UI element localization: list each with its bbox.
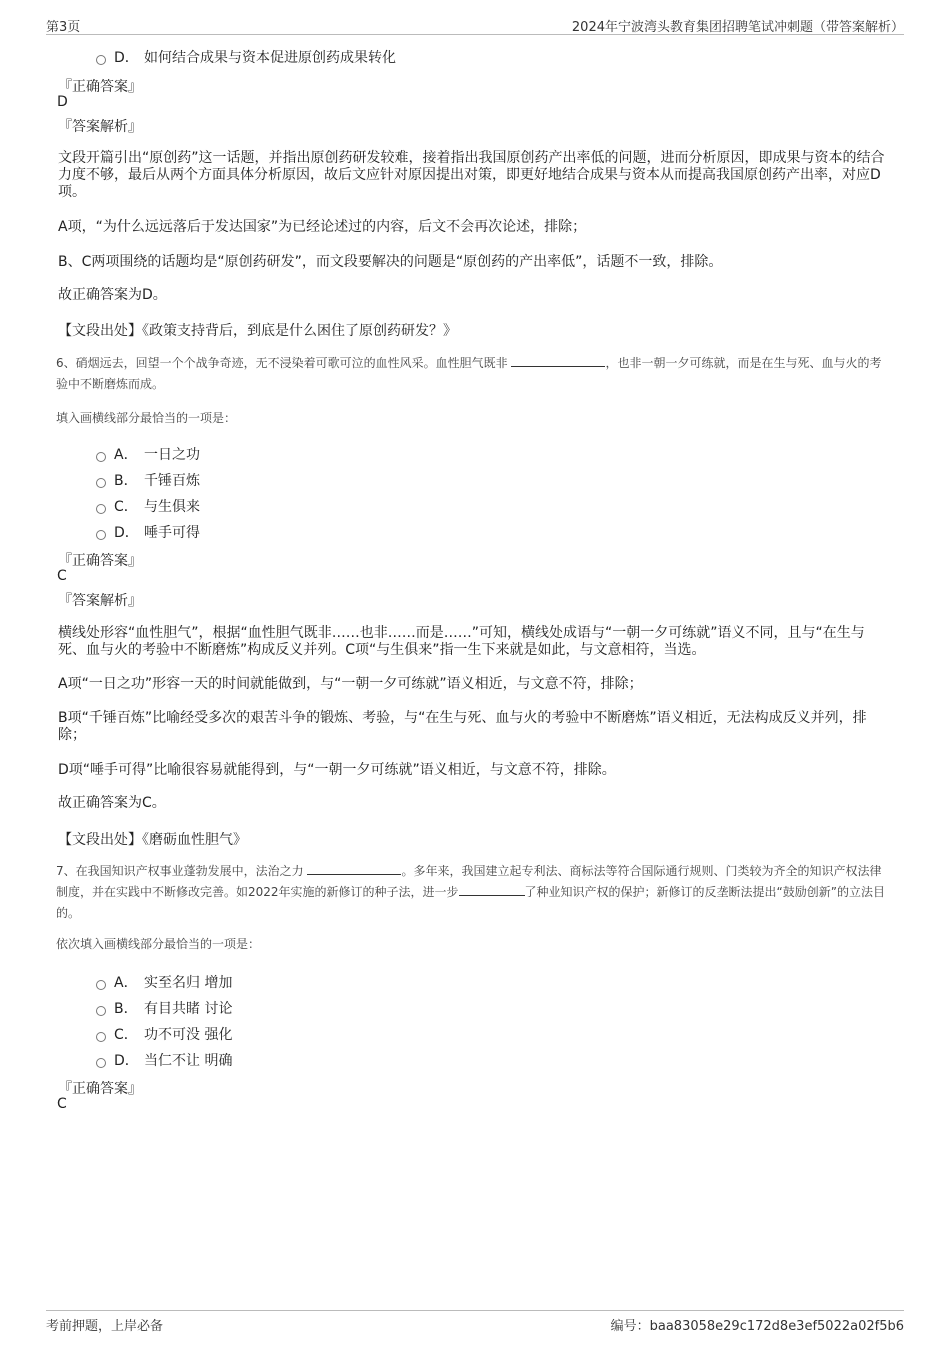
q6-analysis-p4: D项“唾手可得”比喻很容易就能得到，与“一朝一夕可练就”语义相近，与文意不符，排除。 bbox=[58, 762, 616, 778]
q5-answer-label: 『正确答案』 bbox=[58, 79, 142, 95]
q7-option-d[interactable]: D． 当仁不让 明确 bbox=[96, 1050, 232, 1070]
q7-blank-1 bbox=[307, 862, 401, 875]
q6-analysis-p2: A项“一日之功”形容一天的时间就能做到，与“一朝一夕可练就”语义相近，与文意不符，排除； bbox=[58, 676, 643, 692]
radio-icon[interactable] bbox=[96, 1058, 106, 1068]
q7-answer: C bbox=[57, 1096, 67, 1112]
q6-option-a[interactable]: A． 一日之功 bbox=[96, 444, 200, 464]
q7-prompt: 依次填入画横线部分最恰当的一项是： bbox=[56, 937, 261, 951]
q6-option-b[interactable]: B． 千锤百炼 bbox=[96, 470, 200, 490]
q6-blank bbox=[511, 354, 605, 367]
radio-icon[interactable] bbox=[96, 504, 106, 514]
q6-analysis-label: 『答案解析』 bbox=[58, 593, 142, 609]
q6-analysis-p1: 横线处形容“血性胆气”，根据“血性胆气既非……也非……而是……”可知，横线处成语与“一朝一夕可练就”语义不同，且与“在生与死、血与火的考验中不断磨炼”构成反义并列。C项“与生俱来”指一生下来就是如此，与文意相符，当选。 bbox=[58, 625, 865, 658]
q6-answer: C bbox=[57, 568, 67, 584]
q5-source: 【文段出处】《政策支持背后，到底是什么困住了原创药研发？》 bbox=[58, 323, 457, 339]
q7-option-a[interactable]: A． 实至名归 增加 bbox=[96, 972, 232, 992]
q7-option-b[interactable]: B． 有目共睹 讨论 bbox=[96, 998, 232, 1018]
q6-analysis-p5: 故正确答案为C。 bbox=[58, 795, 166, 811]
q6-prompt: 填入画横线部分最恰当的一项是： bbox=[56, 411, 237, 425]
q6-source: 【文段出处】《磨砺血性胆气》 bbox=[58, 832, 247, 848]
q5-analysis-p4: 故正确答案为D。 bbox=[58, 287, 167, 303]
document-id: 编号：baa83058e29c172d8e3ef5022a02f5b6 bbox=[610, 1319, 904, 1334]
q6-analysis-p3: B项“千锤百炼”比喻经受多次的艰苦斗争的锻炼、考验，与“在生与死、血与火的考验中不断磨炼”语义相近，无法构成反义并列，排除； bbox=[58, 710, 867, 743]
page-header bbox=[46, 14, 904, 35]
radio-icon[interactable] bbox=[96, 1032, 106, 1042]
radio-icon[interactable] bbox=[96, 530, 106, 540]
q7-stem: 7、在我国知识产权事业蓬勃发展中，法治之力 。多年来，我国建立起专利法、商标法等符合国际通行规则、门类较为齐全的知识产权法律制度，并在实践中不断修改完善。如2022年实施的新修订的种子法，进一步 了种业知识产权的保护；新修订的反垄断法提出“鼓励创新”的立法目的。 bbox=[56, 864, 885, 920]
radio-icon[interactable] bbox=[96, 55, 106, 65]
q7-option-c[interactable]: C． 功不可没 强化 bbox=[96, 1024, 232, 1044]
radio-icon[interactable] bbox=[96, 1006, 106, 1016]
radio-icon[interactable] bbox=[96, 452, 106, 462]
footer-slogan: 考前押题，上岸必备 bbox=[46, 1319, 164, 1334]
q5-analysis-p3: B、C两项围绕的话题均是“原创药研发”，而文段要解决的问题是“原创药的产出率低”，话题不一致，排除。 bbox=[58, 254, 723, 270]
radio-icon[interactable] bbox=[96, 980, 106, 990]
q5-analysis-p2: A项，“为什么远远落后于发达国家”为已经论述过的内容，后文不会再次论述，排除； bbox=[58, 219, 587, 235]
q5-analysis-label: 『答案解析』 bbox=[58, 119, 142, 135]
q6-answer-label: 『正确答案』 bbox=[58, 553, 142, 569]
q6-option-c[interactable]: C． 与生俱来 bbox=[96, 496, 200, 516]
document-title: 2024年宁波湾头教育集团招聘笔试冲刺题（带答案解析） bbox=[571, 20, 904, 35]
q6-option-d[interactable]: D． 唾手可得 bbox=[96, 522, 200, 542]
q6-stem: 6、硝烟远去，回望一个个战争奇迹，无不浸染着可歌可泣的血性风采。血性胆气既非 ，也非一朝一夕可练就，而是在生与死、血与火的考验中不断磨炼而成。 bbox=[56, 356, 882, 391]
q7-blank-2 bbox=[459, 883, 525, 896]
radio-icon[interactable] bbox=[96, 478, 106, 488]
page-number: 第3页 bbox=[46, 20, 81, 35]
q5-analysis-p1: 文段开篇引出“原创药”这一话题，并指出原创药研发较难，接着指出我国原创药产出率低的问题，进而分析原因，即成果与资本的结合力度不够，最后从两个方面具体分析原因，故后文应针对原因提出对策，即更好地结合成果与资本从而提高我国原创药产出率，对应D项。 bbox=[58, 150, 885, 200]
q5-answer: D bbox=[57, 94, 68, 110]
q7-answer-label: 『正确答案』 bbox=[58, 1081, 142, 1097]
page-footer bbox=[46, 1310, 904, 1335]
q5-option-d[interactable]: D． 如何结合成果与资本促进原创药成果转化 bbox=[96, 47, 396, 67]
